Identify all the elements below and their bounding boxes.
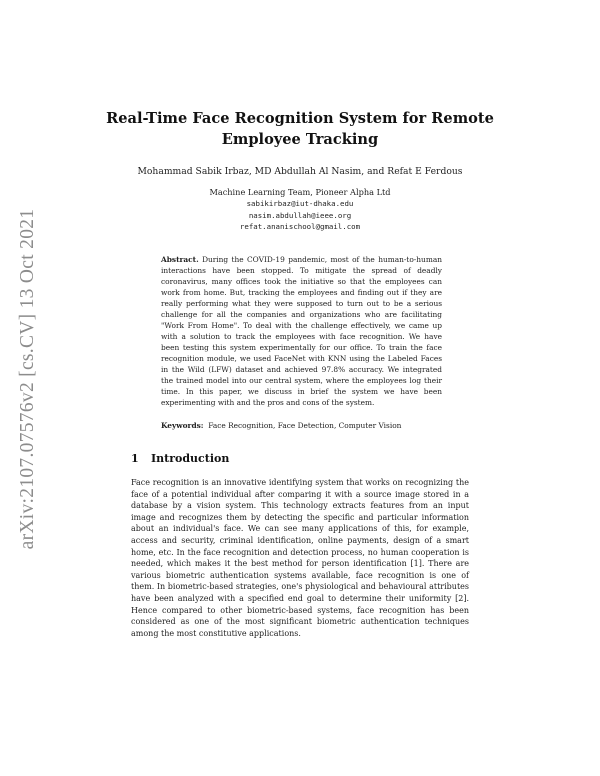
section-heading bbox=[131, 452, 229, 465]
keywords-label: Keywords: bbox=[161, 421, 204, 430]
keywords-text: Face Recognition, Face Detection, Computer Vision bbox=[208, 421, 402, 430]
arxiv-identifier bbox=[8, 182, 48, 577]
arxiv-identifier-text: arXiv:2107.07576v2 [cs.CV] 13 Oct 2021 bbox=[17, 208, 38, 550]
introduction-paragraph: Face recognition is an innovative identifying system that works on recognizing the face of a potential individual after comparing it with a source image stored in a database by a vision system. This technology extracts features from an input image and recognizes them by detecting the specific and particular information about an individual's face. We can see many applications of this, for example, access and security, criminal identification, online payments, design of a smart home, etc. In the face recognition and detection process, no human cooperation is needed, which makes it the best method for person identification [1]. There are various biometric authentication systems available, face recognition is one of them. In biometric-based strategies, one's physiological and behavioural attributes have been analyzed with a specified end goal to determine their uniformity [2]. Hence compared to other biometric-based systems, face recognition has been considered as one of the most significant biometric authentication techniques among the most constitutive applications. bbox=[131, 478, 469, 638]
author-email: nasim.abdullah@ieee.org bbox=[248, 210, 352, 220]
section-title: Introduction bbox=[151, 452, 230, 465]
abstract-label: Abstract. bbox=[161, 255, 199, 264]
affiliation-organization: Machine Learning Team, Pioneer Alpha Ltd bbox=[209, 187, 391, 197]
abstract-text: During the COVID-19 pandemic, most of the human-to-human interactions have been stopped. To mitigate the spread of deadly coronavirus, many offices took the initiative so that the employees can work from home. But, tracking the employees and finding out if they are really performing what they were supposed to turn out to be a serious challenge for all the companies and organizations who are facilitating "Work From Home". To deal with the challenge effectively, we came up with a solution to track the employees with face recognition. We have been testing this system experimentally for our office. To train the face recognition module, we used FaceNet with KNN using the Labeled Faces in the Wild (LFW) dataset and achieved 97.8% accuracy. We integrated the trained model into our central system, where the employees log their time. In this paper, we discuss in brief the system we have been experimenting with and the pros and cons of the system. bbox=[161, 255, 442, 408]
author-email: sabikirbaz@iut-dhaka.edu bbox=[246, 199, 354, 208]
keywords bbox=[161, 421, 442, 430]
abstract bbox=[161, 254, 442, 408]
author-list: Mohammad Sabik Irbaz, MD Abdullah Al Nasim, and Refat E Ferdous bbox=[137, 166, 463, 177]
author-email: refat.ananischool@gmail.com bbox=[239, 222, 361, 232]
section-number: 1 bbox=[131, 452, 139, 465]
affiliation-block bbox=[150, 186, 450, 233]
paper-title: Real-Time Face Recognition System for Remote Employee Tracking bbox=[106, 110, 494, 148]
